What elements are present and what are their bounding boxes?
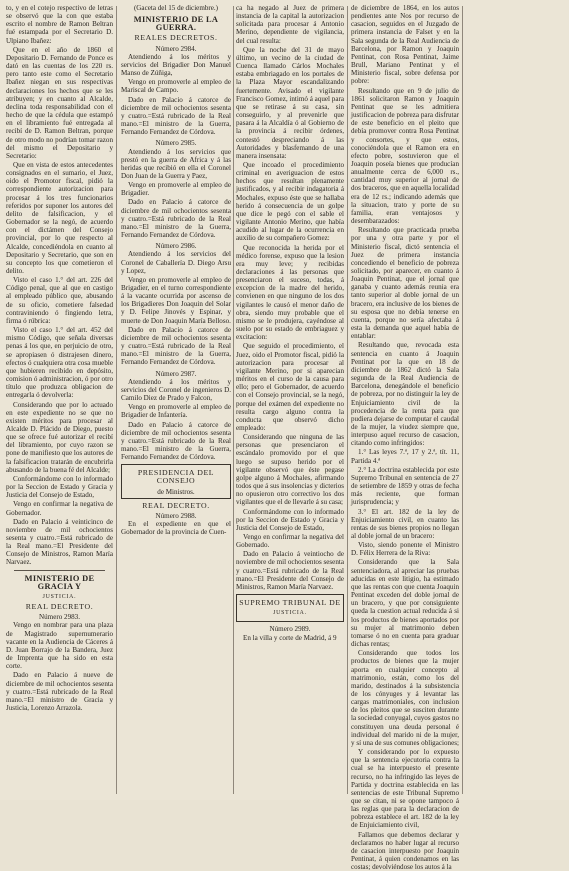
paragraph: En la villa y corte de Madrid, á 9: [243, 633, 337, 642]
presidency-heading-box: [121, 464, 231, 498]
paragraph: Atendiendo á los méritos y servicios del Coronel de ingenieros D. Camilo Diez de Prado y Falcon,: [121, 377, 231, 403]
paragraph: 3.° El art. 182 de la ley de Enjuiciamiento civil, en cuanto las rentas de sus bienes propios no llegan al doble jornal de un bracero:: [351, 507, 459, 540]
paragraph: Vengo en promoverle al empleo de Brigadier, en el turno correspondiente á la vacante ocurrida por ascenso de los Brigadieres Don Joaquin del Solar y D. Felipe Jinovés y Espinar, y muerte de Don Joaquin María Belloso.: [121, 275, 231, 325]
decree-title: REAL DECRETO.: [25, 602, 94, 612]
ministry-title: MINISTERIO DE GRACIA Y: [24, 573, 95, 591]
paragraph: Considerando que la Sala sentenciadora, al apreciar las pruebas aducidas en este litigio, ha estimado que las rentas con que cuenta Joaquin Pentinat exceden del doble jornal de un bracero, y que por consiguiente queda la cuestion actual reducida á si los productos de bienes aportados por su mujer al matrimonio deben tomarse ó no en cuenta para graduar dichas rentas;: [351, 558, 459, 649]
paragraph: Atendiendo á los servicios que prestó en la guerra de Africa y á las heridas que recibió en ella el Coronel Don Juan de la Guerra y Paez,: [121, 147, 231, 180]
paragraph: Que la noche del 31 de mayo último, un vecino de la ciudad de Cuenca llamado Cárlos Mochales estaba embriagado en los portales de la Plaza Mayor escandalizando fuertemente. Avisado el vigilante Francisco Gomez, intimó á aquel para que se retirase á su casa, sin conseguirlo, y al prevenirle que pasara á la Alcaldía ó al Gobierno de la provincia á recibir órdenes, contestó despreciando á las Autoridades y blasfemando de una manera insensata:: [236, 45, 344, 160]
paragraph: Dado en Palacio á catorce de diciembre de mil ochocientos sesenta y cuatro.=Está rubricado de la Real mano.=El ministro de la Guerra, Fernando Fernandez de Córdova.: [121, 95, 231, 137]
paragraph: Atendiendo á los méritos y servicios del Brigadier Don Manuel Manso de Zúñiga,: [121, 52, 231, 78]
column-5: [466, 4, 566, 796]
paragraph: Dado en Palacio á veintiocho de noviembre de mil ochocientos sesenta y cuatro.=Está rubricado de la Real mano.=El Presidente del Consejo de Ministros, Ramon María Narvaez.: [236, 550, 344, 591]
ministry-title: MINISTERIO DE LA GUERRA.: [133, 15, 219, 33]
column-2: [121, 4, 231, 796]
column-rule: [116, 6, 117, 794]
paragraph: Atendiendo á los servicios del Coronel de Caballería D. Diego Arsu y Lopez,: [121, 250, 231, 275]
decree-number: Número 2983.: [39, 613, 80, 622]
column-rule: [347, 6, 348, 794]
decree-number: Número 2985.: [155, 139, 197, 148]
paragraph: Que en vista de estos antecedentes consignados en el sumario, el Juez, oido el Promotor fiscal, pidió la correspondiente autorizacion para procesar á los tres funcionarios referidos por suponer los autores del delito de falsificacion, y el Gobernador se la negó, de acuerdo con el dictámen del Consejo provincial, por lo que respecto al Alcalde, concediéndola en cuanto al Depositario y Secretario, que son en su concepto los que cometieron el delito.: [6, 160, 113, 275]
column-1: [6, 4, 113, 796]
paragraph: Dado en Palacio á veinticinco de noviembre de mil ochocientos sesenta y cuatro.=Está rubricado de la Real mano.=El Presidente del Consejo de Ministros, Ramon María Narvaez.: [6, 517, 113, 567]
paragraph: En el expediente en que el Gobernador de la provincia de Cuen-: [121, 520, 231, 537]
paragraph: Visto el caso 1.° del art. 226 del Código penal, que al que en castigo al empleado público que, abusando de su oficio, cometiere falsedad contraviniendo ó fingiendo letra, firma ó rúbrica:: [6, 276, 113, 325]
paragraph: Vengo en promoverle al empleo de Mariscal de Campo.: [121, 78, 231, 95]
column-3: [236, 4, 344, 796]
paragraph: Visto, siendo ponente el Ministro D. Félix Herrera de la Riva:: [351, 541, 459, 558]
paragraph: Que reconocida la herida por el médico forense, expuso que la lesion era muy leve; y recibidas declaraciones á las personas que presenciaron el suceso, todas, á excepcion de la madre del herido, convienen en que ninguno de los dos vigilantes le causó el menor daño de obra, siendo muy probable que el mismo se le produjera, cayéndose al suelo por su estado de embriaguez y excitacion:: [236, 243, 344, 342]
paragraph: Conformándome con lo informado por la Seccion de Estado y Gracia y Justicia del Consejo de Estado,: [236, 507, 344, 532]
paragraph: Vengo en promoverle al empleo de Brigadier.: [121, 181, 231, 198]
presidency-subtitle: de Ministros.: [157, 487, 195, 496]
section-divider: [14, 570, 105, 571]
paragraph: Dado en Palacio á catorce de diciembre de mil ochocientos sesenta y cuatro.=Está rubricado de la Real mano.=El ministro de la Guerra, Fernando Fernandez de Córdova.: [121, 325, 231, 367]
paragraph: Y considerando por lo expuesto que la sentencia ejecutoria contra la cual se ha interpuesto el presente recurso, no ha infringido las leyes de Partida y doctrina establecida en las sentencias de este Tribunal Supremo que se citan, ni se opone tampoco á las reglas que para la declaracion de pobreza establece el art. 182 de la ley de Enjuiciamiento civil,: [351, 748, 459, 830]
paragraph: Conformándome con lo informado por la Seccion de Estado y Gracia y Justicia del Consejo de Estado,: [6, 474, 113, 500]
paragraph: Vengo en promoverle al empleo de Brigadier de Infantería.: [121, 403, 231, 420]
paragraph: Dado en Palacio á nueve de diciembre de mil ochocientos sesenta y cuatro.=Está rubricado de la Real mano.=El ministro de Gracia y Justicia, Lorenzo Arrazola.: [6, 671, 113, 712]
decree-number: Número 2989.: [269, 625, 311, 634]
gazette-reference: (Gaceta del 15 de diciembre.): [133, 4, 219, 12]
tribunal-heading-box: [236, 594, 344, 622]
paragraph: Considerando que todos los productos de bienes que la mujer aporta en cualquier concepto al matrimonio, están, como los del marido, destinados á la subsistencia de los cónyuges y á levantar las cargas matrimoniales, con inclusion de los pleitos que se susciten durante la sociedad conyugal, cuyos gastos no constituyen una deuda personal é individual del marido ni de la mujer, y sí una de sus comunes obligaciones;: [351, 649, 459, 747]
paragraph: Visto el caso 1.° del art. 452 del mismo Código, que señala diversas penas á los que, en perjuicio de otro, se apropiasen ó distrajesen dinero, efectos ó cualquiera otra cosa mueble que hubieren recibido en depósito, comision ó administracion, ó por otro título que produzca obligacion de entregarla ó devolverla:: [6, 326, 113, 400]
ministry-subtitle: JUSTICIA.: [42, 593, 77, 600]
paragraph: Resultando que en 9 de julio de 1861 solicitaron Ramon y Joaquin Pentinat que se les admitiera justificacion de pobreza para disfrutar de este beneficio en el pleito que debía promover contra Rosa Pentinat y consortes, y que estos, conociéndola que el Ramon era en efecto pobre, sostuvieron que el Joaquin poseía bienes que producían anualmente cerca de 6,000 rs., cantidad muy superior al jornal de dos braceros, que en aquella localidad era de 12 rs.; indicando además que la situacion, trato y porte de su familia, eran ventajosos y desembarazados:: [351, 86, 459, 226]
paragraph: Que en el año de 1860 el Depositario D. Fernando de Ponce es dató en las cuentas de los 220 rs. pero tanto este como el Secretario Ibañez niegan en sus respectivas declaraciones los hechos que se les atribuyen; y en cuanto al Alcalde, declina toda responsabilidad con el hecho de que la cédula que estampó en el libramiento fué entregada al recibí de D. Ramon Beltran, porque de otro modo no podrían tomar razon del mismo el Depositario y Secretario:: [6, 45, 113, 160]
paragraph: Dado en Palacio á catorce de diciembre de mil ochocientos sesenta y cuatro.=Está rubricado de la Real mano.=El ministro de la Guerra, Fernando Fernandez de Córdova.: [121, 198, 231, 240]
paragraph: Vengo en confirmar la negativa del Gobernado.: [236, 533, 344, 550]
paragraph: de diciembre de 1864, en los autos pendientes ante Nos por recurso de casacion, seguidos en el Juzgado de primera instancia de Falset y en la Sala segunda de la Real Audiencia de Barcelona, por Ramon y Joaquin Pentinat, con Rosa Pentinat, Jaime Brull, Mariano Pentinat y el Ministerio fiscal, sobre defensa por pobre:: [351, 4, 459, 86]
decree-number: Número 2987.: [155, 369, 197, 378]
column-rule: [233, 6, 234, 794]
paragraph: Que seguido el procedimiento, el Juez, oido el Promotor fiscal, pidió la autorizacion para procesar al vigilante Merino, por si aparecian méritos en el curso de la causa para ello; pero el Gobernador, de acuerdo con el Consejo provincial, se la negó, porque del exámen del expediente no resulta cargo alguno contra la conducta que observó dicho empleado:: [236, 342, 344, 432]
paragraph: 2.° La doctrina establecida por este Supremo Tribunal en sentencia de 27 de setiembre de 1859 y otras de fecha más reciente, que forman jurisprudencia; y: [351, 465, 459, 507]
column-4: [351, 4, 459, 871]
paragraph: to, y en el cotejo respectivo de letras se observó que la con que estaba escrito el nombre de Ramon Beltran fué estampada por el Secretario D. Ulpiano Ibañez:: [6, 4, 113, 45]
tribunal-subtitle: JUSTICIA.: [273, 610, 307, 617]
decree-number: Número 2986.: [155, 242, 197, 251]
paragraph: 1.° Las leyes 7.ª, 17 y 2.ª, tít. 11, Partida 4.ª: [351, 448, 459, 465]
paragraph: Dado en Palacio á catorce de diciembre de mil ochocientos sesenta y cuatro.=Está rubricado de la Real mano.=El ministro de la Guerra, Fernando Fernandez de Córdova.: [121, 420, 231, 462]
paragraph: Fallamos que debemos declarar y declaramos no haber lugar al recurso de casacion interpuesto por Joaquin Pentinat, á quien condenamos en las costas; devolviéndose los autos á la: [351, 830, 459, 871]
paragraph: Considerando que por lo actuado en este expediente no se que no existen méritos para procesar al Alcalde D. Plácido de Diego, puesto que se ofrece fué autorizar el recibí del libramiento, por cuyo razon se pone de manifiesto que los autores de la falsificacion tratarán de encubrirla abusando de la buena fé del Alcalde;: [6, 400, 113, 474]
paragraph: ca ha negado al Juez de primera instancia de la capital la autorizacion solicitada para procesar á Antonio Merino, dependiente de vigilancia, del cual resulta:: [236, 4, 344, 45]
decree-number: Número 2988.: [155, 511, 197, 520]
paragraph: Resultando que, revocada esta sentencia en cuanto á Joaquin Pentinat por la que en 18 de diciembre de 1862 dictó la Sala segunda de la Real Audiencia de Barcelona, denegándole el beneficio de pobreza, por no distinguir la ley de Enjuiciamiento civil de la procedencia de la renta para que pudiera dejarse de computar el caudal de la mujer, la viudez siempre que, interpuso aquel recurso de casacion, citando como infringidos:: [351, 341, 459, 448]
paragraph: Resultando que practicada prueba por una y otra parte y por el Ministerio fiscal, dictó sentencia el Juez de primera instancia concediendo el beneficio de pobreza solicitado, por aparecer, en cuanto á Joaquin Pentinat, que el jornal que ganaba y cuanto además reunia era tanto superior al doble jornal de un bracero, era inclusive de los bienes de su esposa que no debía tenerse en cuenta, porque no sería afectaba á esta la demanda que aquel había de entablar:: [351, 226, 459, 341]
decree-number: Número 2984.: [155, 44, 197, 53]
paragraph: Que incoado el procedimiento criminal en averiguacion de estos hechos que resultan plenamente justificados, y al recibir indagatoria á Mochales, expuso éste que se hallaba herido á consecuencia de un golpe que dice le pegó con el sable el vigilante Antonio Merino, que había acudido al lugar de la ocurrencia en auxilio de su compañero Gomez:: [236, 160, 344, 243]
decrees-title: REALES DECRETOS.: [134, 33, 218, 43]
presidency-title: PRESIDENCIA DEL CONSEJO: [137, 468, 215, 486]
paragraph: Considerando que ninguna de las personas que presenciaron el escándalo promovido por el que luego se supuso herido por el vigilante observó que éste pegase golpe alguno á Mochales, afirmando todos que á sus insolencias y dicterios no opusieron otro correctivo los dos vigilantes que el de llevarle á su casa;: [236, 433, 344, 507]
decree-title: REAL DECRETO.: [142, 500, 210, 510]
tribunal-title: SUPREMO TRIBUNAL DE: [239, 598, 341, 608]
column-rule: [462, 6, 463, 794]
paragraph: Vengo en confirmar la negativa de Gobernador.: [6, 500, 113, 517]
paragraph: Vengo en nombrar para una plaza de Magistrado supernumerario vacante en la Audiencia de Cáceres á D. Juan Borrajo de la Bandera, Juez de Imprenta que ha sido en esta corte.: [6, 621, 113, 671]
